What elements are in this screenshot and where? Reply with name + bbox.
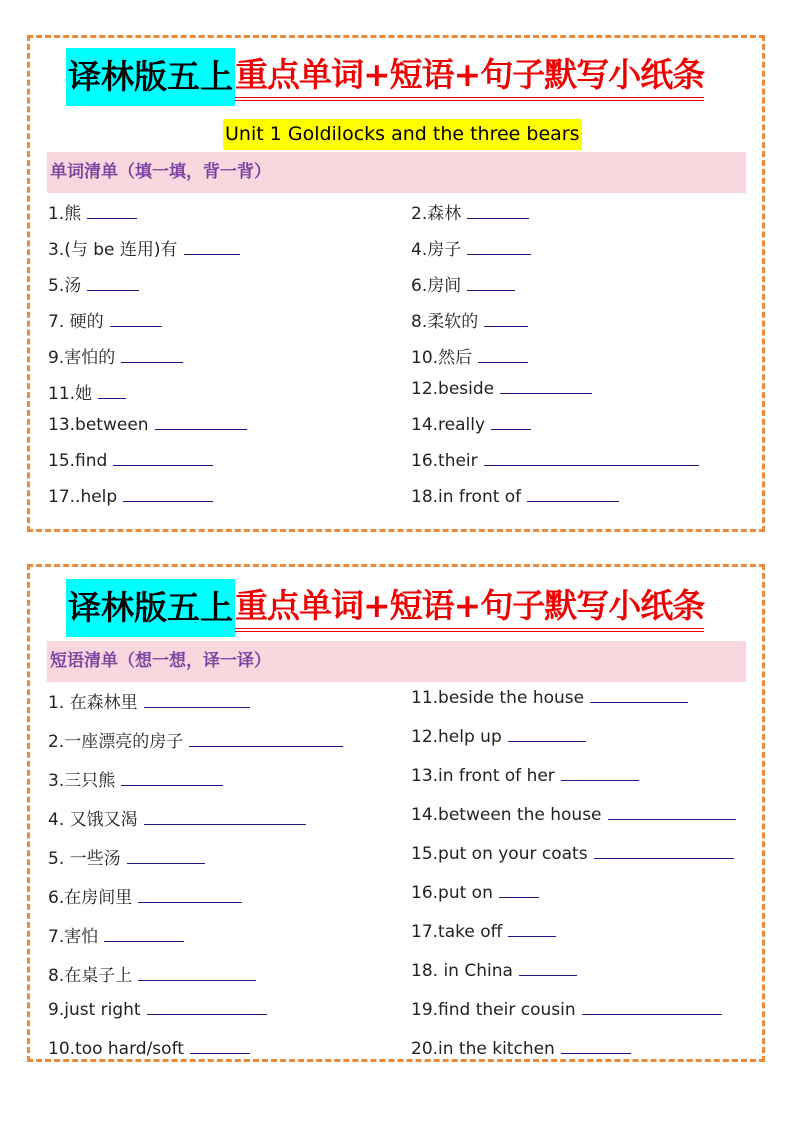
item-label: 19.find their cousin [411,1000,576,1020]
section-heading-words: 单词清单（填一填，背一背） [47,152,746,193]
item-label: 20.in the kitchen [411,1039,555,1059]
item-label: 4.房子 [411,240,462,260]
item-label: 2.一座漂亮的房子 [48,732,184,752]
fill-item [48,922,184,947]
fill-item [48,688,250,713]
fill-item [411,487,619,507]
fill-item [411,271,515,296]
item-label: 18. in China [411,961,513,981]
section-heading-phrases: 短语清单（想一想，译一译） [47,641,746,682]
item-label: 6.在房间里 [48,888,133,908]
fill-item [48,844,205,869]
item-label: 13.between [48,415,149,435]
answer-blank[interactable] [87,276,139,291]
word-slip [27,35,765,532]
item-label: 13.in front of her [411,766,555,786]
item-label: 7.害怕 [48,927,99,947]
title-main: 重点单词+短语+句子默写小纸条 [235,584,704,632]
item-label: 18.in front of [411,487,522,507]
answer-blank[interactable] [594,844,734,859]
fill-item [48,199,137,224]
fill-item [48,379,126,404]
answer-blank[interactable] [155,415,247,430]
answer-blank[interactable] [121,348,183,363]
item-label: 10.然后 [411,348,473,368]
unit-title: Unit 1 Goldilocks and the three bears [223,119,582,150]
answer-blank[interactable] [144,810,306,825]
fill-item [48,1039,250,1059]
fill-item [411,805,736,825]
fill-item [411,1000,722,1020]
fill-item [48,1000,267,1020]
answer-blank[interactable] [121,771,223,786]
answer-blank[interactable] [189,732,343,747]
fill-item [411,844,734,864]
fill-item [411,379,592,399]
fill-item [48,415,247,435]
item-label: 5. 一些汤 [48,849,121,869]
item-label: 17.take off [411,922,503,942]
answer-blank[interactable] [561,1039,631,1054]
item-label: 15.put on your coats [411,844,588,864]
item-label: 12.help up [411,727,502,747]
answer-blank[interactable] [113,451,213,466]
answer-blank[interactable] [484,312,528,327]
answer-blank[interactable] [138,966,256,981]
slip-title [66,48,704,106]
title-prefix: 译林版五上 [66,579,235,637]
answer-blank[interactable] [508,727,586,742]
fill-item [411,343,528,368]
answer-blank[interactable] [147,1000,267,1015]
item-label: 6.房间 [411,276,462,296]
item-label: 12.beside [411,379,495,399]
item-label: 11.她 [48,384,93,404]
fill-item [48,766,223,791]
fill-item [411,922,556,942]
item-label: 15.find [48,451,108,471]
answer-blank[interactable] [184,240,240,255]
answer-blank[interactable] [144,693,250,708]
item-label: 8.在桌子上 [48,966,133,986]
fill-item [48,487,213,507]
fill-item [48,805,306,830]
item-label: 8.柔软的 [411,312,479,332]
answer-blank[interactable] [519,961,577,976]
item-label: 14.really [411,415,486,435]
answer-blank[interactable] [104,927,184,942]
title-prefix: 译林版五上 [66,48,235,106]
fill-item [48,307,162,332]
item-label: 11.beside the house [411,688,585,708]
item-label: 10.too hard/soft [48,1039,184,1059]
answer-blank[interactable] [123,487,213,502]
title-main: 重点单词+短语+句子默写小纸条 [235,53,704,101]
fill-item [411,415,531,435]
item-label: 1. 在森林里 [48,693,138,713]
answer-blank[interactable] [110,312,162,327]
answer-blank[interactable] [500,379,592,394]
fill-item [411,727,586,747]
fill-item [411,451,699,471]
slip-title [66,579,704,637]
item-label: 16.put on [411,883,493,903]
item-label: 5.汤 [48,276,82,296]
fill-item [411,766,639,786]
answer-blank[interactable] [127,849,205,864]
fill-item [411,235,531,260]
item-label: 3.(与 be 连用)有 [48,240,178,260]
answer-blank[interactable] [608,805,736,820]
fill-item [48,235,240,260]
fill-item [411,961,577,981]
fill-item [48,451,213,471]
fill-item [411,688,688,708]
answer-blank[interactable] [590,688,688,703]
answer-blank[interactable] [478,348,528,363]
item-label: 2.森林 [411,204,462,224]
answer-blank[interactable] [508,922,556,937]
item-label: 16.their [411,451,478,471]
answer-blank[interactable] [467,204,529,219]
item-label: 3.三只熊 [48,771,116,791]
item-label: 17..help [48,487,118,507]
answer-blank[interactable] [467,276,515,291]
item-label: 9.害怕的 [48,348,116,368]
fill-item [48,961,256,986]
answer-blank[interactable] [491,415,531,430]
fill-item [48,271,139,296]
answer-blank[interactable] [138,888,242,903]
answer-blank[interactable] [190,1039,250,1054]
phrase-slip [27,564,765,1062]
fill-item [411,199,529,224]
fill-item [411,883,539,903]
fill-item [48,883,242,908]
answer-blank[interactable] [499,883,539,898]
answer-blank[interactable] [87,204,137,219]
item-label: 9.just right [48,1000,141,1020]
answer-blank[interactable] [561,766,639,781]
item-label: 14.between the house [411,805,602,825]
answer-blank[interactable] [484,451,699,466]
fill-item [411,1039,631,1059]
answer-blank[interactable] [467,240,531,255]
fill-item [411,307,528,332]
item-label: 1.熊 [48,204,82,224]
answer-blank[interactable] [582,1000,722,1015]
fill-item [48,727,343,752]
answer-blank[interactable] [527,487,619,502]
item-label: 4. 又饿又渴 [48,810,138,830]
item-label: 7. 硬的 [48,312,104,332]
answer-blank[interactable] [98,384,126,399]
fill-item [48,343,183,368]
